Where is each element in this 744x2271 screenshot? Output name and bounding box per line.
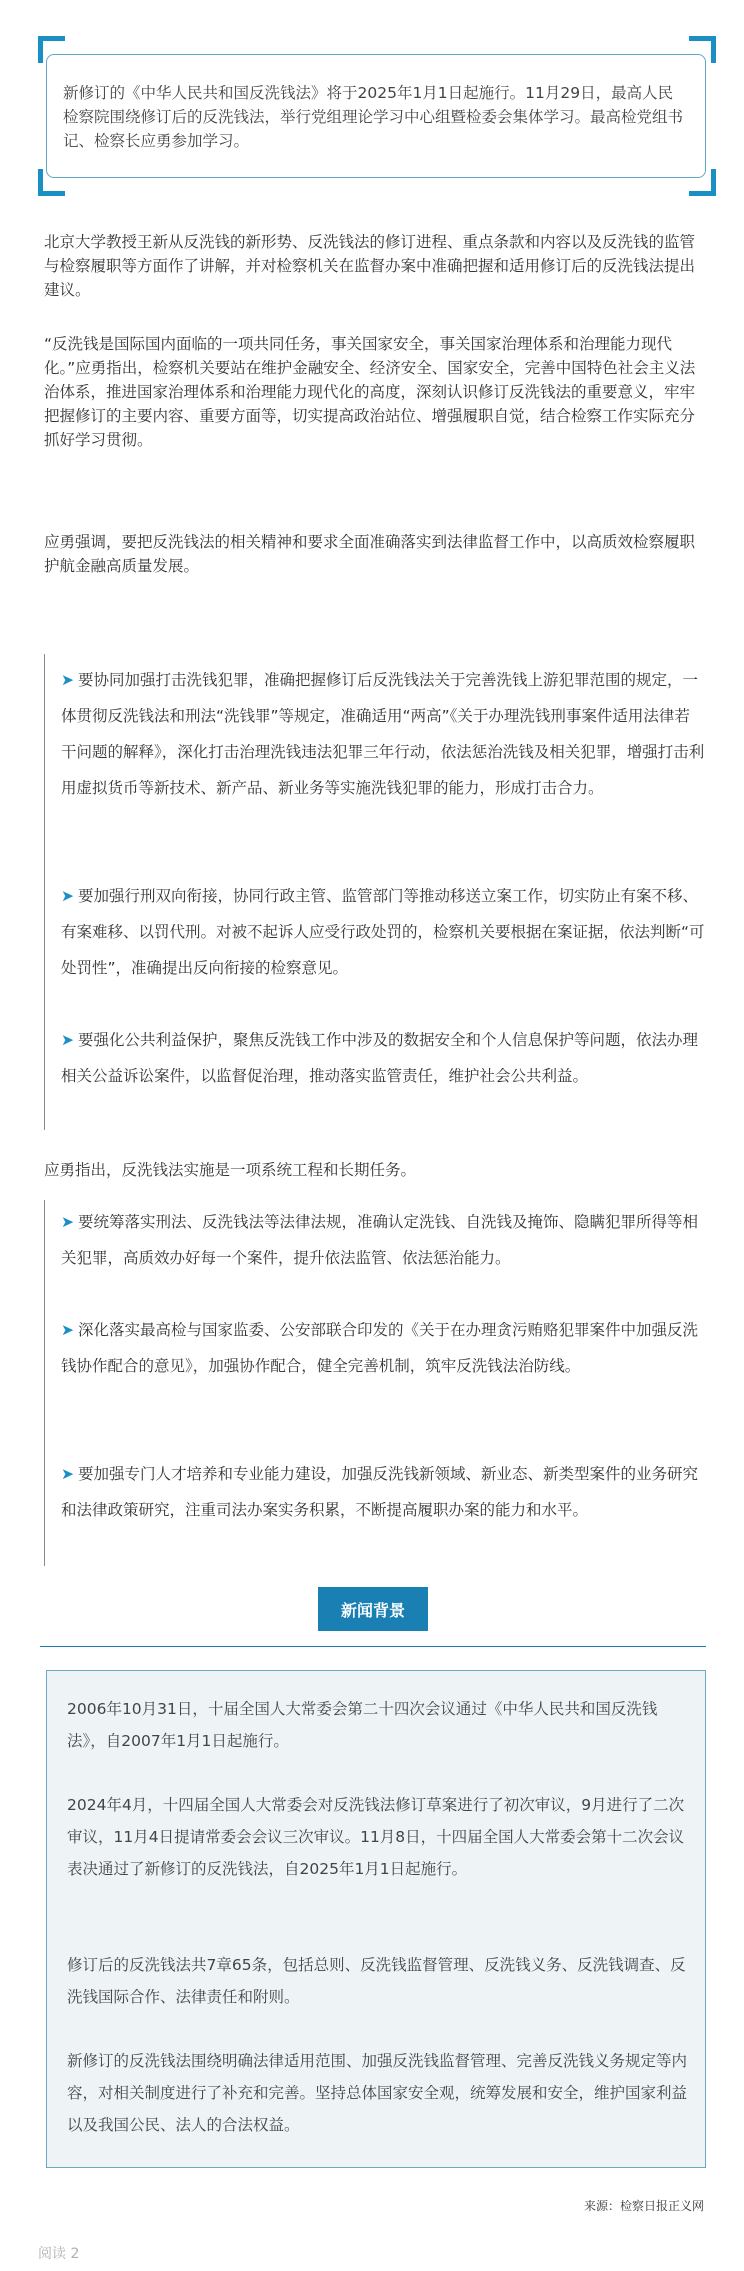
bullet-item [61, 662, 705, 806]
arrow-icon: ➤ [61, 1321, 74, 1339]
bullet-item [61, 1204, 705, 1276]
bullet-item [61, 1312, 705, 1384]
news-background-box [46, 1670, 706, 2168]
news-paragraph-1: 2006年10月31日，十届全国人大常委会第二十四次会议通过《中华人民共和国反洗钱法》，自2007年1月1日起施行。 [67, 1700, 658, 1750]
paragraph-1: 北京大学教授王新从反洗钱的新形势、反洗钱法的修订进程、重点条款和内容以及反洗钱的监管与检察履职等方面作了讲解，并对检察机关在监督办案中准确把握和适用修订后的反洗钱法提出建议。 [44, 233, 696, 299]
bullet-item [61, 878, 705, 986]
bullet-list-2 [44, 1200, 709, 1566]
bullet-item [61, 1456, 705, 1528]
news-paragraph-3: 修订后的反洗钱法共7章65条，包括总则、反洗钱监督管理、反洗钱义务、反洗钱调查、反洗钱国际合作、法律责任和附则。 [67, 1956, 686, 2006]
read-count: 阅读 2 [38, 2246, 80, 2262]
bullet-text: 要加强行刑双向衔接，协同行政主管、监管部门等推动移送立案工作，切实防止有案不移、有案难移、以罚代刑。对被不起诉人应受行政处罚的，检察机关要根据在案证据，依法判断“可处罚性”，准确提出反向衔接的检察意见。 [61, 887, 705, 977]
paragraph-4: 应勇指出，反洗钱法实施是一项系统工程和长期任务。 [44, 1161, 417, 1179]
intro-text: 新修订的《中华人民共和国反洗钱法》将于2025年1月1日起施行。11月29日，最高人民检察院围绕修订后的反洗钱法，举行党组理论学习中心组暨检委会集体学习。最高检党组书记、检察长应勇参加学习。 [63, 84, 684, 150]
paragraph-3: 应勇强调，要把反洗钱法的相关精神和要求全面准确落实到法律监督工作中，以高质效检察履职护航金融高质量发展。 [44, 533, 696, 575]
paragraph-2: “反洗钱是国际国内面临的一项共同任务，事关国家安全，事关国家治理体系和治理能力现代化。”应勇指出，检察机关要站在维护金融安全、经济安全、国家安全，完善中国特色社会主义法治体系，推进国家治理体系和治理能力现代化的高度，深刻认识修订反洗钱法的重要意义，牢牢把握修订的主要内容、重要方面等，切实提高政治站位、增强履职自觉，结合检察工作实际充分抓好学习贯彻。 [44, 335, 696, 449]
news-paragraph-4: 新修订的反洗钱法围绕明确法律适用范围、加强反洗钱监督管理、完善反洗钱义务规定等内容，对相关制度进行了补充和完善。坚持总体国家安全观，统筹发展和安全，维护国家利益以及我国公民、法人的合法权益。 [67, 2052, 688, 2134]
arrow-icon: ➤ [61, 887, 74, 905]
bullet-text: 要加强专门人才培养和专业能力建设，加强反洗钱新领域、新业态、新类型案件的业务研究和法律政策研究，注重司法办案实务积累，不断提高履职办案的能力和水平。 [61, 1465, 699, 1519]
bullet-text: 要统筹落实刑法、反洗钱法等法律法规，准确认定洗钱、自洗钱及掩饰、隐瞒犯罪所得等相关犯罪，高质效办好每一个案件，提升依法监管、依法惩治能力。 [61, 1213, 699, 1267]
source-credit: 来源：检察日报正义网 [583, 2199, 704, 2213]
bullet-text: 要协同加强打击洗钱犯罪，准确把握修订后反洗钱法关于完善洗钱上游犯罪范围的规定，一体贯彻反洗钱法和刑法“洗钱罪”等规定，准确适用“两高”《关于办理洗钱刑事案件适用法律若干问题的解释》，深化打击治理洗钱违法犯罪三年行动，依法惩治洗钱及相关犯罪，增强打击利用虚拟货币等新技术、新产品、新业务等实施洗钱犯罪的能力，形成打击合力。 [61, 671, 705, 797]
news-paragraph-2: 2024年4月，十四届全国人大常委会对反洗钱法修订草案进行了初次审议，9月进行了二次审议，11月4日提请常委会会议三次审议。11月8日，十四届全国人大常委会第十二次会议表决通过了新修订的反洗钱法，自2025年1月1日起施行。 [67, 1796, 685, 1878]
arrow-icon: ➤ [61, 671, 74, 689]
intro-box [46, 54, 706, 178]
bullet-text: 要强化公共利益保护，聚焦反洗钱工作中涉及的数据安全和个人信息保护等问题，依法办理相关公益诉讼案件，以监督促治理，推动落实监管责任，维护社会公共利益。 [61, 1031, 699, 1085]
divider [40, 1646, 706, 1647]
bullet-item [61, 1022, 705, 1094]
arrow-icon: ➤ [61, 1465, 74, 1483]
arrow-icon: ➤ [61, 1213, 74, 1231]
intro-frame [38, 36, 716, 196]
arrow-icon: ➤ [61, 1031, 74, 1049]
news-background-button[interactable]: 新闻背景 [318, 1587, 428, 1631]
bullet-list-1 [44, 654, 709, 1130]
bullet-text: 深化落实最高检与国家监委、公安部联合印发的《关于在办理贪污贿赂犯罪案件中加强反洗钱协作配合的意见》，加强协作配合，健全完善机制，筑牢反洗钱法治防线。 [61, 1321, 699, 1375]
